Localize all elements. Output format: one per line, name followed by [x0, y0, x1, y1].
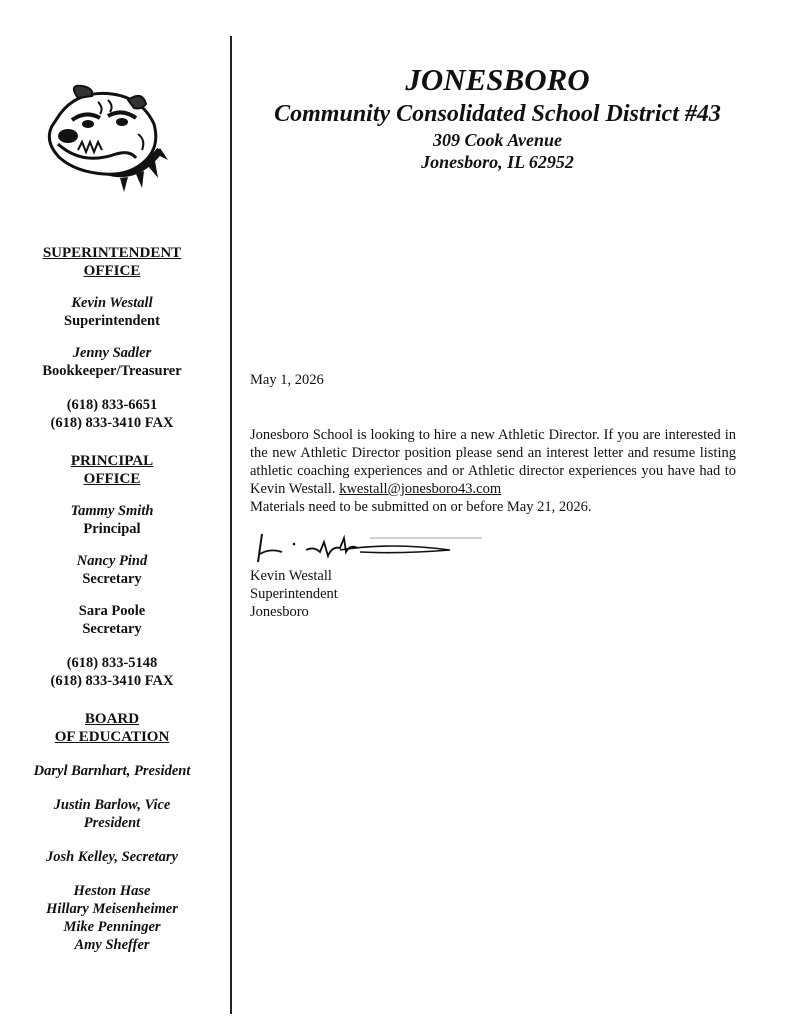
staff-entry [8, 602, 216, 638]
letterhead [240, 62, 755, 173]
signer-name: Kevin Westall [250, 568, 332, 584]
staff-entry [8, 552, 216, 588]
phone-number: (618) 833-6651 [66, 397, 158, 413]
contact-numbers [8, 396, 216, 432]
staff-title: Superintendent [64, 313, 160, 329]
staff-name: Sara Poole [78, 603, 146, 619]
staff-title: Principal [83, 521, 141, 537]
board-section [8, 710, 216, 954]
board-vice-president [8, 796, 216, 832]
signature-image [250, 528, 490, 568]
section-heading: SUPERINTENDENT [42, 245, 182, 261]
signature-block [250, 567, 338, 621]
staff-name: Tammy Smith [70, 503, 154, 519]
section-heading: BOARD [84, 711, 140, 727]
staff-entry [8, 344, 216, 380]
staff-entry [8, 502, 216, 538]
email-link[interactable]: kwestall@jonesboro43.com [339, 481, 502, 497]
letter-deadline: Materials need to be submitted on or before May 21, 2026. [250, 499, 592, 515]
principal-office-section [8, 452, 216, 690]
contact-numbers [8, 654, 216, 690]
signer-title: Superintendent [250, 586, 338, 602]
letterhead-city: Jonesboro, IL 62952 [421, 152, 574, 172]
board-member: Hillary Meisenheimer [46, 901, 178, 917]
letterhead-title: JONESBORO [405, 62, 590, 97]
board-vice-line: Justin Barlow, Vice [53, 797, 171, 813]
superintendent-office-section [8, 244, 216, 432]
letter-date: May 1, 2026 [250, 372, 324, 388]
board-member: Amy Sheffer [74, 937, 150, 953]
sidebar [8, 244, 216, 954]
section-heading: OFFICE [83, 471, 141, 487]
phone-number: (618) 833-5148 [66, 655, 158, 671]
staff-title: Secretary [82, 621, 142, 637]
fax-number: (618) 833-3410 FAX [50, 415, 174, 431]
section-heading: PRINCIPAL [70, 453, 154, 469]
letterhead-street: 309 Cook Avenue [433, 130, 562, 150]
staff-name: Nancy Pind [76, 553, 148, 569]
sidebar-divider [230, 36, 232, 1014]
bulldog-mascot-icon [38, 80, 170, 196]
board-secretary: Josh Kelley, Secretary [46, 849, 178, 865]
board-member: Mike Penninger [63, 919, 161, 935]
section-heading: OFFICE [83, 263, 141, 279]
staff-title: Bookkeeper/Treasurer [42, 363, 182, 379]
staff-entry [8, 294, 216, 330]
board-vice-line: President [83, 815, 141, 831]
signer-org: Jonesboro [250, 604, 309, 620]
board-member: Heston Hase [73, 883, 151, 899]
fax-number: (618) 833-3410 FAX [50, 673, 174, 689]
letter-body [250, 426, 736, 516]
board-members [8, 882, 216, 954]
board-president: Daryl Barnhart, President [33, 763, 191, 779]
staff-title: Secretary [82, 571, 142, 587]
section-heading: OF EDUCATION [54, 729, 170, 745]
staff-name: Jenny Sadler [72, 345, 152, 361]
staff-name: Kevin Westall [71, 295, 153, 311]
letterhead-district: Community Consolidated School District #43 [274, 101, 721, 127]
letter-text: Jonesboro School is looking to hire a new Athletic Director. If you are interested in the new Athletic Director position please send an interest letter and resume listing athletic coaching experiences and or Athletic director experiences you have had to Kevin Westall. [250, 427, 736, 497]
